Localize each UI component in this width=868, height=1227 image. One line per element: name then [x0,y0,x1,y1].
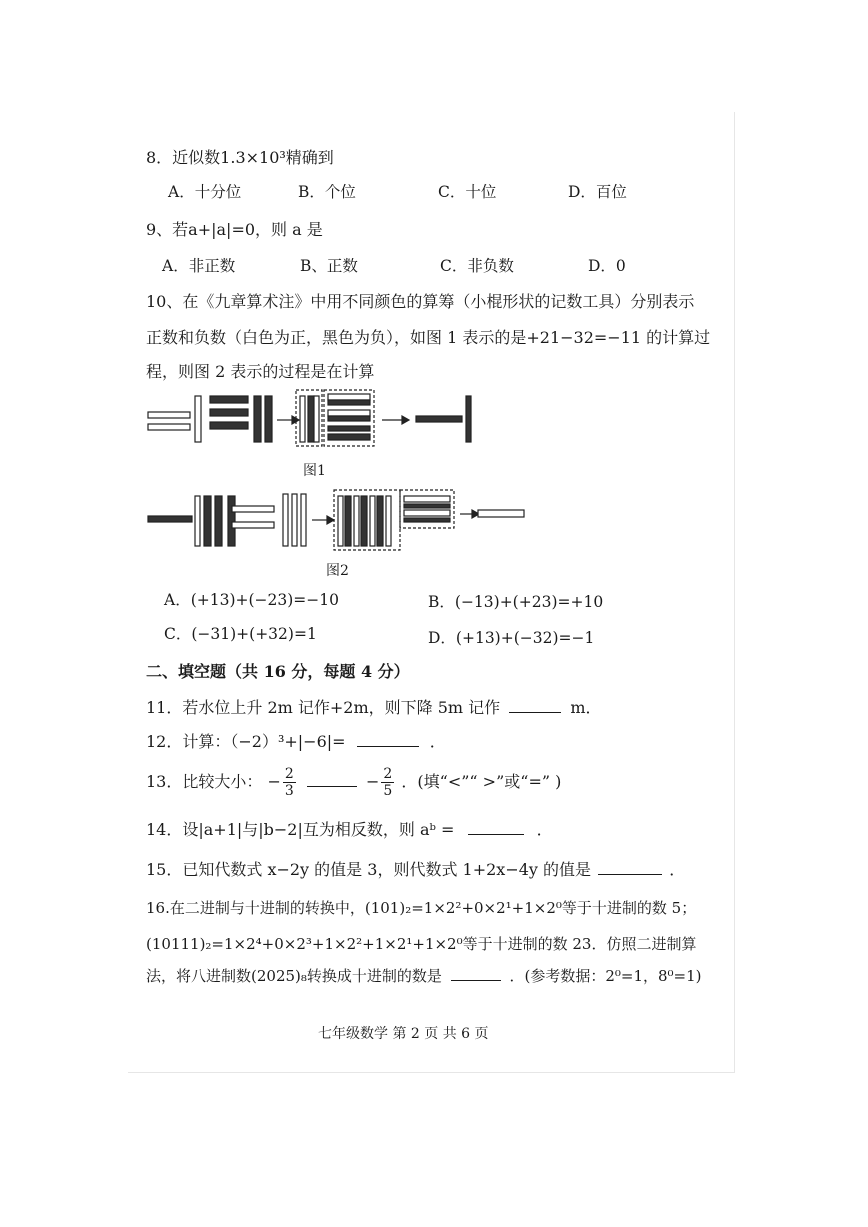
question-16-line-3 [146,966,702,986]
figure-1-counting-rods [144,386,484,452]
q11-answer-blank[interactable] [509,698,561,713]
question-14 [146,820,553,840]
question-10-line-2: 正数和负数（白色为正，黑色为负），如图 1 表示的是+21−32=−11 的计算过 [146,328,711,347]
question-16-line-1: 16.在二进制与十进制的转换中，(101)₂=1×2²+0×2¹+1×2⁰等于十进制的数 5； [146,899,697,917]
figure-1-caption: 图1 [303,463,326,479]
fraction-two-thirds [283,766,296,799]
q9-option-d: D．0 [588,257,626,275]
q15-end: ． [669,860,686,879]
q10-option-c: C．(−31)+(+32)=1 [164,625,317,643]
q14-answer-blank[interactable] [468,820,524,835]
figure-2-caption: 图2 [326,563,349,579]
q12-answer-blank[interactable] [357,732,419,747]
q9-option-b: B、正数 [300,257,358,275]
frac1-numerator: 2 [284,766,294,782]
q10-option-a: A．(+13)+(−23)=−10 [164,591,339,609]
section-2-title: 二、填空题（共 16 分，每题 4 分） [146,662,410,681]
q11-text: 11．若水位上升 2m 记作+2m，则下降 5m 记作 [146,698,501,717]
question-13 [146,764,561,800]
q8-option-b: B．个位 [298,183,356,201]
figure-2-counting-rods [144,486,534,556]
q12-end: ． [429,732,446,751]
minus-sign: − [365,772,380,791]
q13-tail: ．(填“<”“ >”或“=” ) [401,772,562,791]
q9-option-c: C．非负数 [440,257,514,275]
q13-answer-blank[interactable] [307,772,357,787]
question-11 [146,698,602,718]
q16-text: 法，将八进制数(2025)₈转换成十进制的数是 [146,967,442,985]
q14-end: ． [536,820,553,839]
question-10-line-3: 程，则图 2 表示的过程是在计算 [146,362,375,381]
q15-text: 15．已知代数式 x−2y 的值是 3，则代数式 1+2x−4y 的值是 [146,860,592,879]
frac1-denominator: 3 [284,783,294,799]
minus-sign: − [267,772,281,791]
q14-text: 14．设|a+1|与|b−2|互为相反数，则 aᵇ = [146,820,455,839]
q16-reference: ．(参考数据：2⁰=1，8⁰=1) [509,967,702,985]
q10-option-d: D．(+13)+(−32)=−1 [428,629,595,647]
q8-option-c: C．十位 [438,183,497,201]
question-10-line-1: 10、在《九章算术注》中用不同颜色的算筹（小棍形状的记数工具）分别表示 [146,292,695,311]
question-15 [146,860,685,880]
q9-option-a: A．非正数 [162,257,236,275]
q16-answer-blank[interactable] [451,966,501,981]
question-9: 9、若a+|a|=0，则 a 是 [146,220,323,239]
fraction-two-fifths [381,766,394,799]
question-16-line-2: (10111)₂=1×2⁴+0×2³+1×2²+1×2¹+1×2⁰等于十进制的数 23．仿照二进制算 [146,935,697,953]
q15-answer-blank[interactable] [598,860,662,875]
question-12 [146,732,446,752]
q8-option-d: D．百位 [568,183,627,201]
q12-text: 12．计算：（−2）³+|−6|= [146,732,346,751]
frac2-numerator: 2 [383,766,393,782]
page-footer: 七年级数学 第 2 页 共 6 页 [318,1026,489,1042]
q11-unit: m． [570,698,602,717]
question-8: 8．近似数1.3×10³精确到 [146,148,334,167]
q8-option-a: A．十分位 [168,183,242,201]
frac2-denominator: 5 [383,783,393,799]
q10-option-b: B．(−13)+(+23)=+10 [428,593,604,611]
q13-label: 13．比较大小： [146,772,263,791]
